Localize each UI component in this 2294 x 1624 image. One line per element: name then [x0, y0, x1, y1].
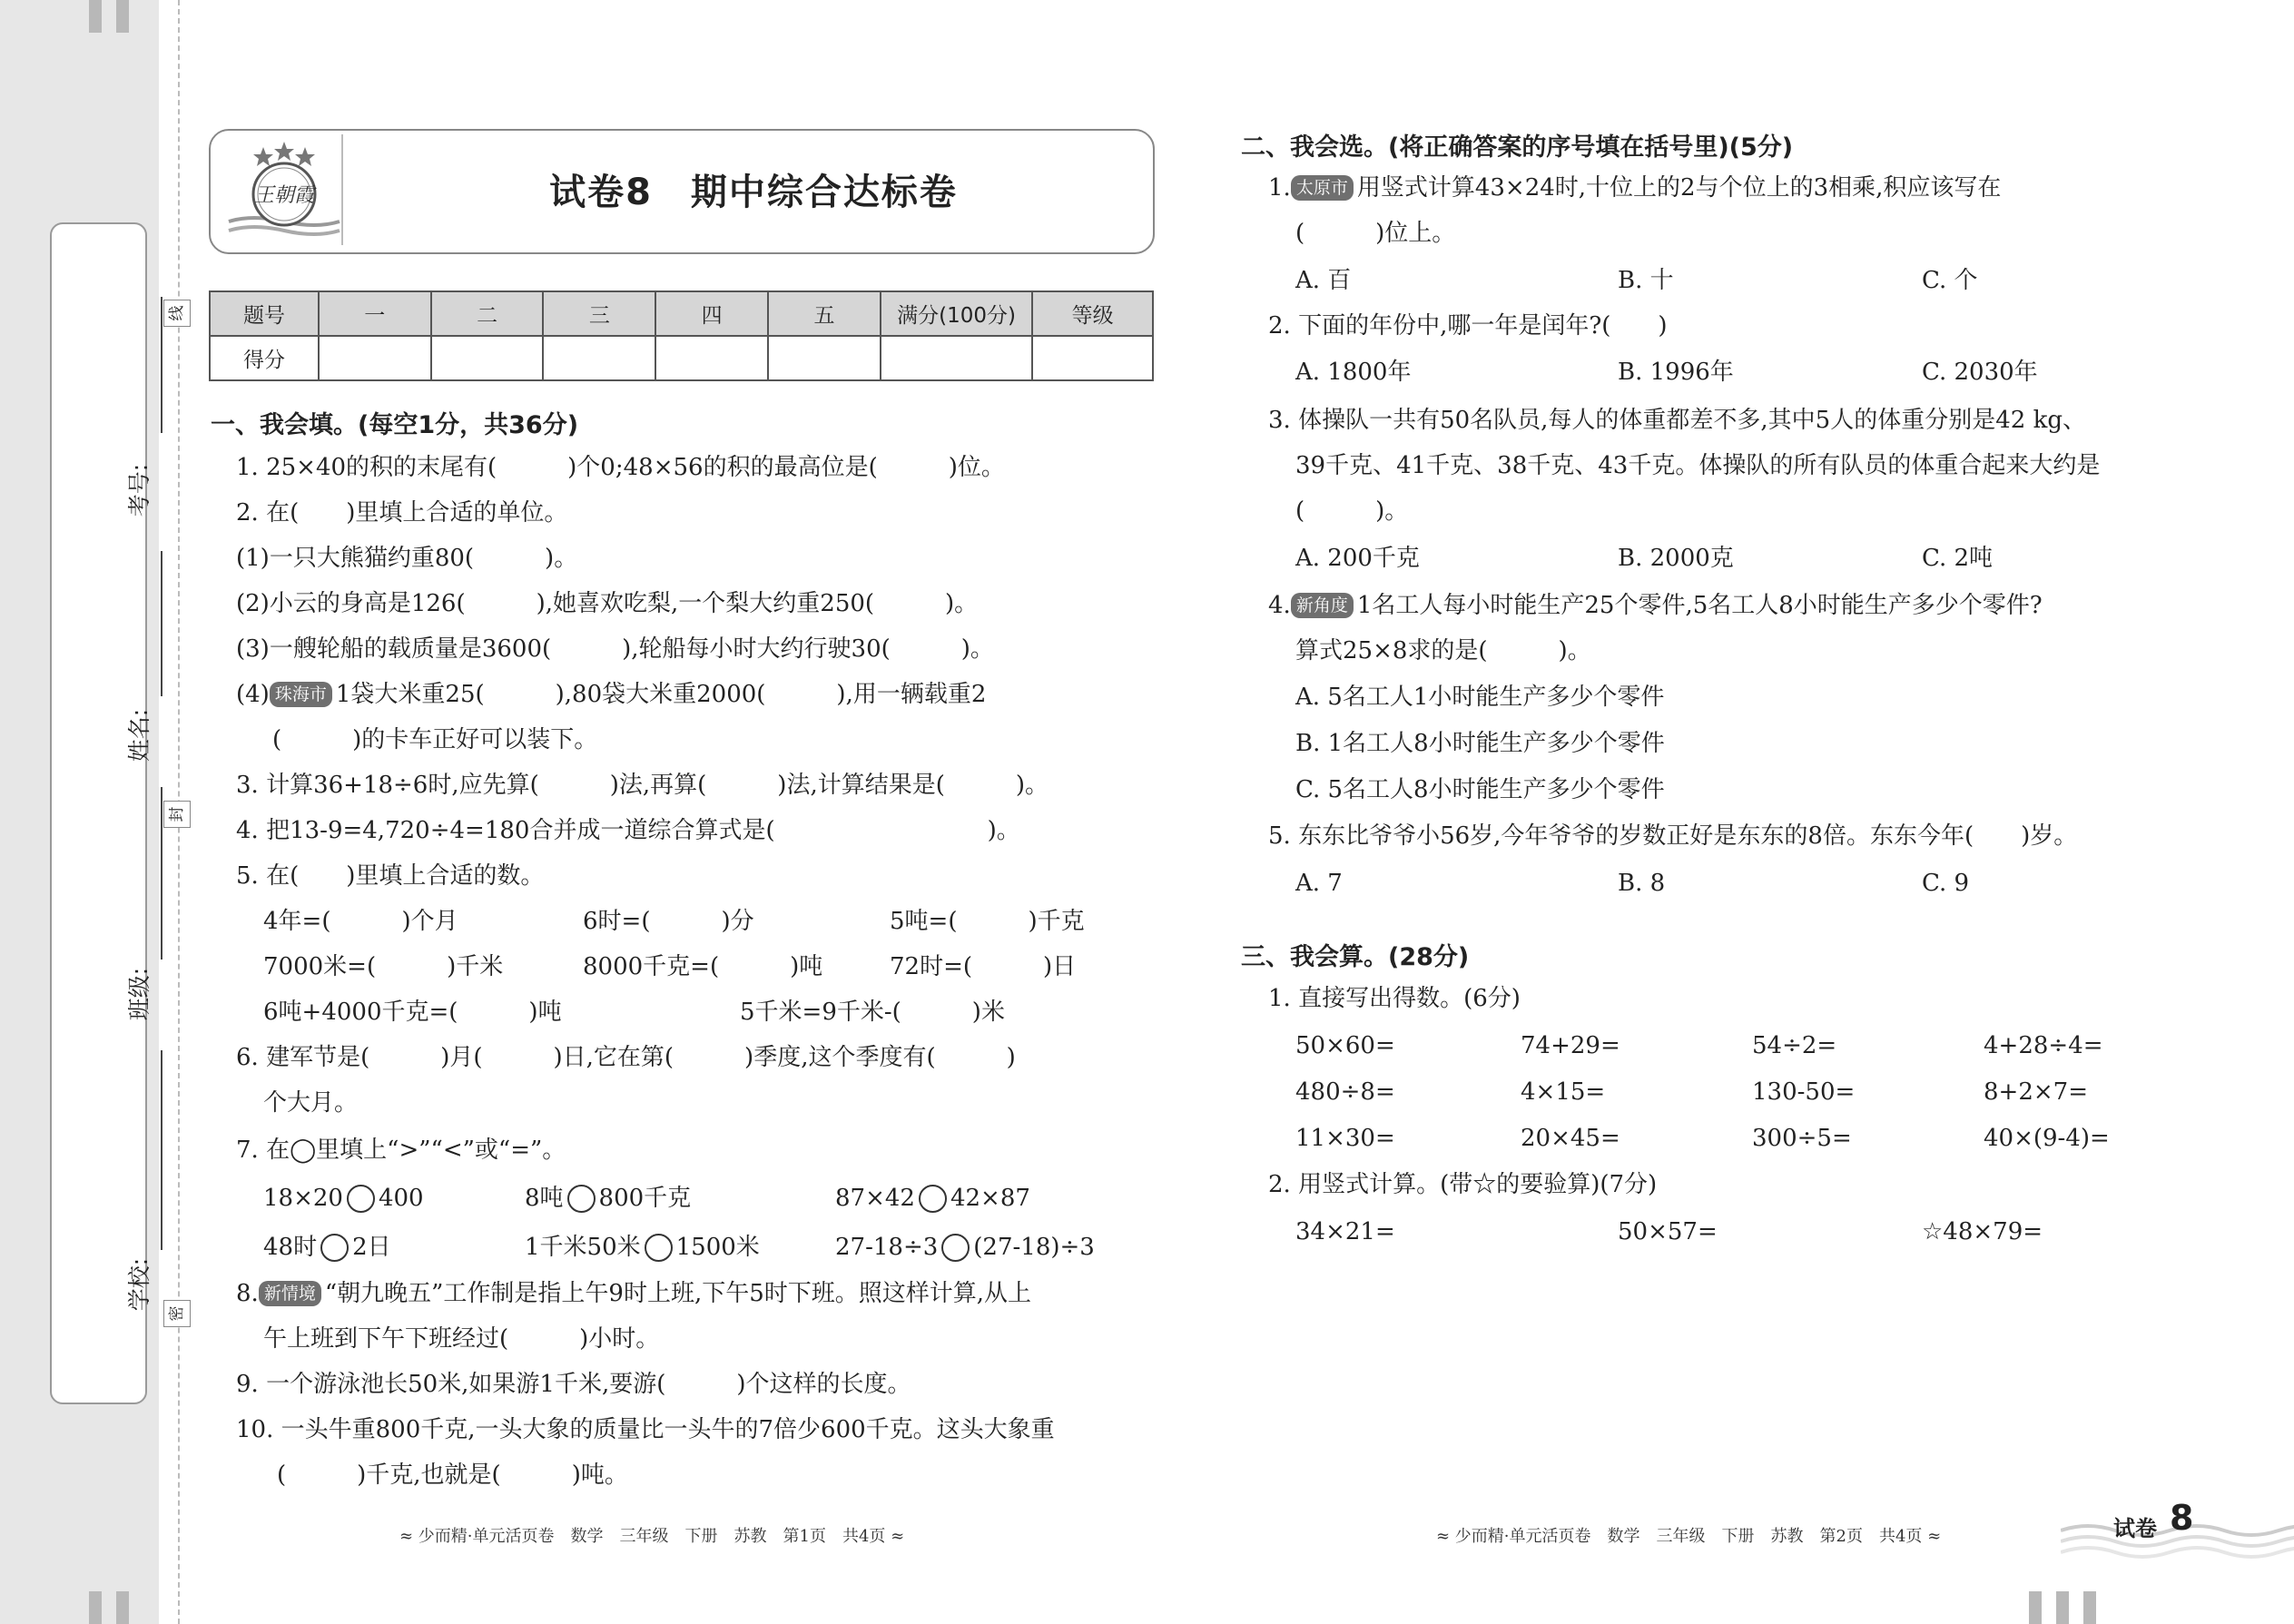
compare-circle[interactable]	[347, 1185, 375, 1213]
s1-q2-2: (2)小云的身高是126( ),她喜欢吃梨,一个梨大约重250( )。	[236, 590, 979, 617]
score-cell[interactable]	[655, 336, 768, 380]
s2-q5: 5. 东东比爷爷小56岁,今年爷爷的岁数正好是东东的8倍。东东今年( )岁。	[1268, 822, 2078, 850]
s2-q1-cont: ( )位上。	[1295, 220, 1456, 247]
math-item: 300÷5=	[1752, 1125, 1852, 1152]
s1-q10: 10. 一头牛重800千克,一头大象的质量比一头牛的7倍少600千克。这头大象重	[236, 1416, 1055, 1443]
s1-q5-item: 6时=( )分	[583, 908, 754, 935]
fold-char-line: 线	[163, 300, 191, 327]
s2-q3: 3. 体操队一共有50名队员,每人的体重都差不多,其中5人的体重分别是42 kg、	[1268, 407, 2086, 434]
s1-q2-3: (3)一艘轮船的载质量是3600( ),轮船每小时大约行驶30( )。	[236, 635, 994, 663]
compare-item	[525, 1183, 691, 1214]
compare-left: 48时	[263, 1234, 318, 1261]
exam-number-line	[161, 297, 162, 433]
math-item: 480÷8=	[1295, 1078, 1395, 1106]
vertical-item: 50×57=	[1618, 1218, 1718, 1245]
math-item: 20×45=	[1521, 1125, 1620, 1152]
class-label: 班级:	[126, 967, 153, 1021]
score-table-header-row	[210, 291, 1153, 336]
s2-q1-prefix: 1.	[1268, 174, 1291, 202]
math-item: 4×15=	[1521, 1078, 1606, 1106]
option[interactable]: B. 1名工人8小时能生产多少个零件	[1295, 730, 1665, 757]
compare-right: 42×87	[950, 1185, 1030, 1212]
compare-left: 27-18÷3	[835, 1234, 939, 1261]
s1-q2: 2. 在( )里填上合适的单位。	[236, 499, 568, 527]
s1-q1: 1. 25×40的积的末尾有( )个0;48×56的积的最高位是( )位。	[236, 454, 1005, 481]
option[interactable]: A. 7	[1295, 870, 1343, 897]
s1-q5-item: 7000米=( )千米	[263, 953, 504, 980]
vertical-item: 34×21=	[1295, 1218, 1395, 1245]
s2-q1	[1268, 172, 2001, 203]
registration-mark	[89, 1591, 102, 1624]
s1-q8-cont: 午上班到下午下班经过( )小时。	[263, 1325, 660, 1353]
s1-q2-4-text: 1袋大米重25( ),80袋大米重2000( ),用一辆载重2	[335, 681, 987, 708]
brand-logo	[225, 138, 343, 243]
s2-q4-text: 1名工人每小时能生产25个零件,5名工人8小时能生产多少个零件?	[1356, 592, 2043, 619]
score-table	[209, 290, 1154, 381]
s2-q4-cont: 算式25×8求的是( )。	[1295, 637, 1591, 664]
s2-q3-cont: ( )。	[1295, 497, 1409, 525]
vertical-item: ☆48×79=	[1922, 1218, 2043, 1245]
s1-q8	[236, 1278, 1031, 1309]
school-label: 学校:	[126, 1257, 153, 1312]
header-cell: 二	[431, 291, 544, 336]
score-cell[interactable]	[319, 336, 431, 380]
header-cell: 三	[543, 291, 655, 336]
s1-q5-item: 5吨=( )千克	[890, 908, 1085, 935]
s1-q3: 3. 计算36+18÷6时,应先算( )法,再算( )法,计算结果是( )。	[236, 772, 1049, 799]
s2-q3-cont: 39千克、41千克、38千克、43千克。体操队的所有队员的体重合起来大约是	[1295, 452, 2101, 479]
math-item: 130-50=	[1752, 1078, 1856, 1106]
exam-number-label: 考号:	[126, 463, 153, 517]
option[interactable]: C. 9	[1922, 870, 1970, 897]
registration-mark	[116, 0, 129, 33]
s1-q10-cont: ( )千克,也就是( )吨。	[277, 1462, 628, 1489]
header-cell: 题号	[210, 291, 319, 336]
new-context-tag: 新情境	[259, 1281, 321, 1306]
registration-mark	[116, 1591, 129, 1624]
option[interactable]: B. 1996年	[1618, 359, 1734, 386]
math-item: 40×(9-4)=	[1984, 1125, 2110, 1152]
option[interactable]: B. 十	[1618, 267, 1674, 294]
s1-q5-item: 8000千克=( )吨	[583, 953, 823, 980]
s2-q4-prefix: 4.	[1268, 592, 1291, 619]
s1-q5-item: 6吨+4000千克=( )吨	[263, 999, 562, 1026]
page-number: 8	[2170, 1498, 2194, 1538]
compare-right: 400	[378, 1185, 424, 1212]
option[interactable]: B. 2000克	[1618, 545, 1734, 572]
math-item: 4+28÷4=	[1984, 1032, 2103, 1059]
score-cell[interactable]	[768, 336, 881, 380]
compare-left: 8吨	[525, 1185, 564, 1212]
footer-left: ≈ 少而精·单元活页卷 数学 三年级 下册 苏教 第1页 共4页 ≈	[399, 1527, 905, 1546]
option[interactable]: A. 200千克	[1295, 545, 1420, 572]
section1-heading: 一、我会填。(每空1分，共36分)	[211, 411, 579, 439]
s1-q8-prefix: 8.	[236, 1280, 259, 1307]
compare-circle[interactable]	[941, 1234, 970, 1262]
s2-q2: 2. 下面的年份中,哪一年是闰年?( )	[1268, 312, 1668, 340]
compare-item	[835, 1183, 1030, 1214]
region-tag-zhuhai: 珠海市	[270, 682, 332, 707]
option[interactable]: C. 2吨	[1922, 545, 1994, 572]
option[interactable]: A. 1800年	[1295, 359, 1412, 386]
s1-q2-4	[236, 679, 986, 710]
student-info-box	[50, 222, 153, 1404]
compare-circle[interactable]	[567, 1185, 596, 1213]
compare-right: (27-18)÷3	[973, 1234, 1095, 1261]
footer-right: ≈ 少而精·单元活页卷 数学 三年级 下册 苏教 第2页 共4页 ≈	[1436, 1527, 1942, 1546]
s1-q2-4-cont: ( )的卡车正好可以装下。	[272, 726, 598, 753]
header-cell: 等级	[1032, 291, 1153, 336]
s1-q4: 4. 把13-9=4,720÷4=180合并成一道综合算式是( )。	[236, 817, 1020, 844]
option[interactable]: A. 百	[1295, 267, 1352, 294]
s1-q7: 7. 在◯里填上“>”“<”或“=”。	[236, 1137, 566, 1164]
math-item: 54÷2=	[1752, 1032, 1837, 1059]
compare-circle[interactable]	[645, 1234, 673, 1262]
s1-q5: 5. 在( )里填上合适的数。	[236, 862, 545, 890]
class-line	[161, 787, 162, 960]
region-tag-taiyuan: 太原市	[1291, 175, 1354, 201]
math-item: 74+29=	[1521, 1032, 1620, 1059]
header-cell: 四	[655, 291, 768, 336]
fold-char-seal: 封	[163, 801, 191, 828]
s3-q2: 2. 用竖式计算。(带☆的要验算)(7分)	[1268, 1171, 1658, 1198]
compare-left: 18×20	[263, 1185, 343, 1212]
score-cell[interactable]	[431, 336, 544, 380]
fold-char-secret: 密	[163, 1300, 191, 1327]
name-label: 姓名:	[126, 708, 153, 763]
registration-mark	[2083, 1591, 2096, 1624]
new-angle-tag: 新角度	[1291, 593, 1354, 618]
compare-item	[263, 1232, 391, 1263]
s3-q1: 1. 直接写出得数。(6分)	[1268, 985, 1521, 1012]
score-row	[210, 336, 1153, 380]
s1-q2-4-prefix: (4)	[236, 681, 270, 708]
s1-q8-text: “朝九晚五”工作制是指上午9时上班,下午5时下班。照这样计算,从上	[324, 1280, 1032, 1307]
math-item: 8+2×7=	[1984, 1078, 2088, 1106]
compare-item	[525, 1232, 760, 1263]
compare-circle[interactable]	[919, 1185, 947, 1213]
compare-item	[263, 1183, 424, 1214]
registration-mark	[89, 0, 102, 33]
header-cell: 满分(100分)	[881, 291, 1032, 336]
math-item: 50×60=	[1295, 1032, 1395, 1059]
option[interactable]: C. 5名工人8小时能生产多少个零件	[1295, 776, 1665, 803]
score-cell[interactable]	[881, 336, 1032, 380]
s1-q6: 6. 建军节是( )月( )日,它在第( )季度,这个季度有( )	[236, 1044, 1016, 1071]
option[interactable]: B. 8	[1618, 870, 1666, 897]
option[interactable]: C. 个	[1922, 267, 1978, 294]
compare-right: 800千克	[598, 1185, 692, 1212]
compare-right: 2日	[352, 1234, 391, 1261]
section2-heading: 二、我会选。(将正确答案的序号填在括号里)(5分)	[1241, 133, 1794, 162]
compare-item	[835, 1232, 1095, 1263]
registration-mark	[2056, 1591, 2069, 1624]
math-item: 11×30=	[1295, 1125, 1395, 1152]
logo-text: 王朝霞	[253, 184, 315, 207]
compare-circle[interactable]	[320, 1234, 349, 1262]
registration-mark	[2029, 1591, 2042, 1624]
score-row-label: 得分	[210, 336, 319, 380]
s1-q5-item: 72时=( )日	[890, 953, 1077, 980]
header-cell: 五	[768, 291, 881, 336]
s1-q9: 9. 一个游泳池长50米,如果游1千米,要游( )个这样的长度。	[236, 1371, 911, 1398]
name-line	[161, 551, 162, 696]
compare-left: 87×42	[835, 1185, 915, 1212]
section3-heading: 三、我会算。(28分)	[1241, 943, 1470, 971]
s2-q4	[1268, 590, 2043, 621]
option[interactable]: C. 2030年	[1922, 359, 2038, 386]
compare-right: 1500米	[675, 1234, 760, 1261]
s1-q6-cont: 个大月。	[263, 1089, 359, 1117]
page-title: 试卷8 期中综合达标卷	[549, 172, 958, 213]
option[interactable]: A. 5名工人1小时能生产多少个零件	[1295, 684, 1665, 711]
score-cell[interactable]	[1032, 336, 1153, 380]
header-cell: 一	[319, 291, 431, 336]
page-label: 试卷	[2113, 1516, 2157, 1541]
s2-q1-text: 用竖式计算43×24时,十位上的2与个位上的3相乘,积应该写在	[1356, 174, 2002, 202]
s1-q5-item: 5千米=9千米-( )米	[740, 999, 1005, 1026]
title-separator	[341, 134, 343, 245]
school-line	[161, 1050, 162, 1250]
score-cell[interactable]	[543, 336, 655, 380]
s1-q2-1: (1)一只大熊猫约重80( )。	[236, 545, 578, 572]
compare-left: 1千米50米	[525, 1234, 641, 1261]
s1-q5-item: 4年=( )个月	[263, 908, 458, 935]
